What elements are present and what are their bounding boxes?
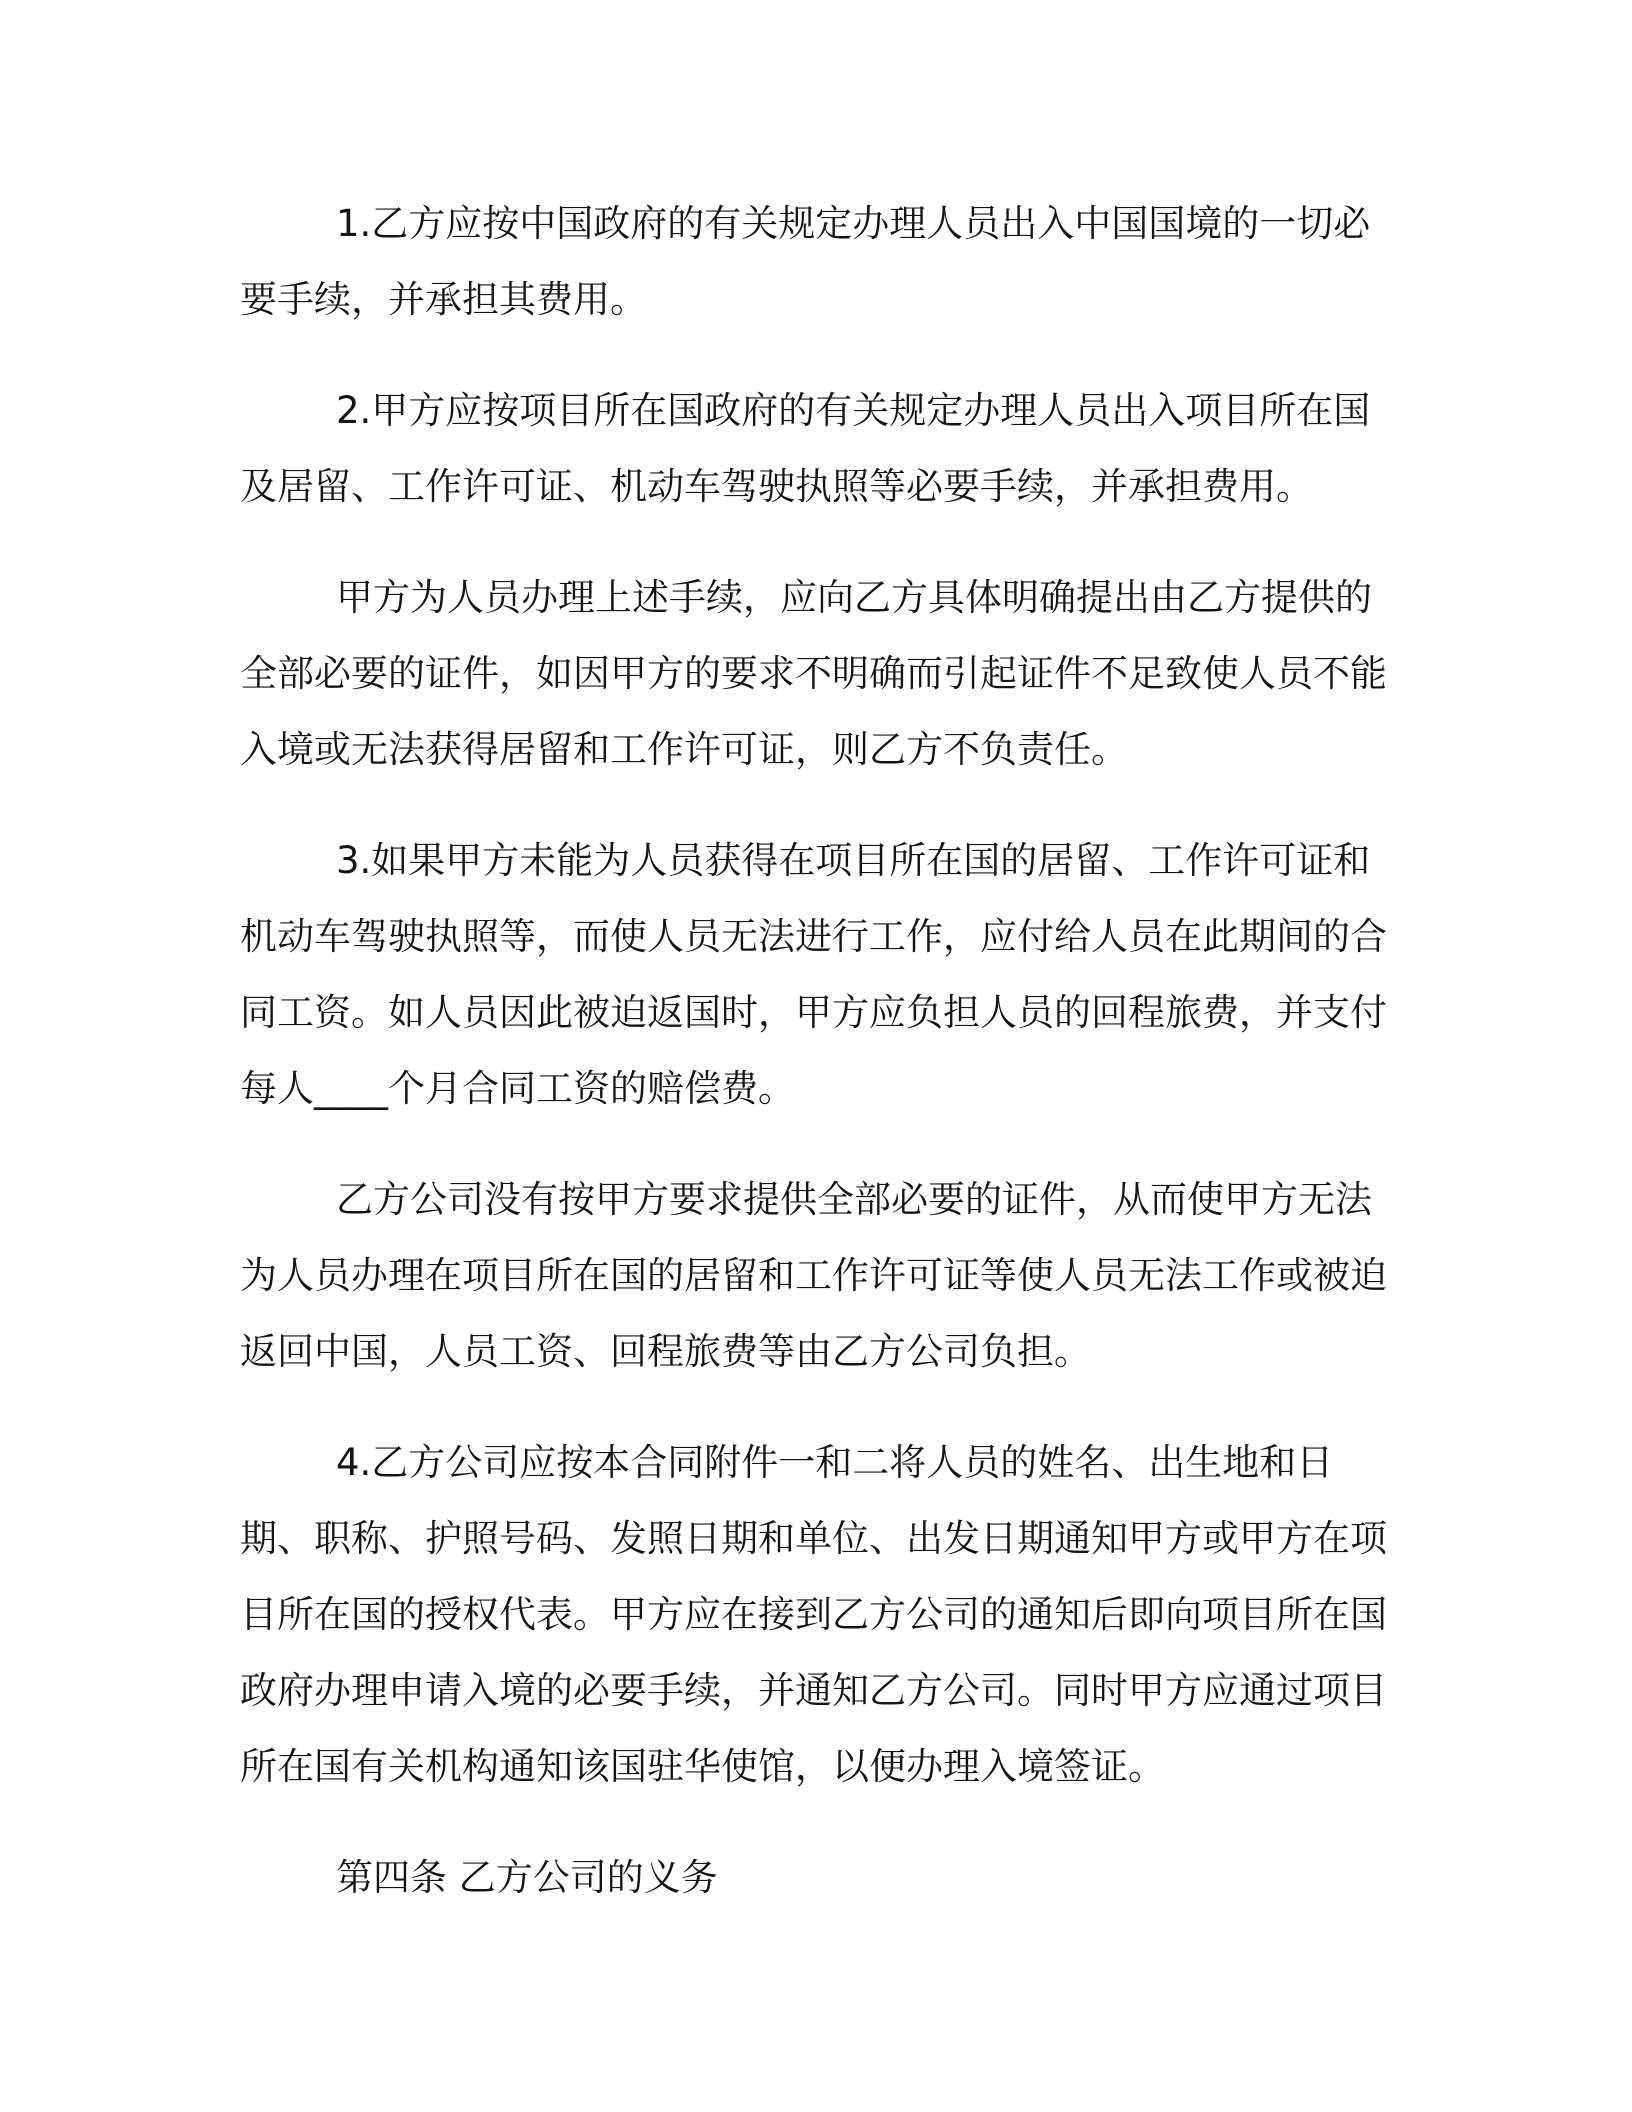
section-heading: 第四条 乙方公司的义务	[336, 1856, 718, 1899]
paragraph-6: 4.乙方公司应按本合同附件一和二将人员的姓名、出生地和日期、职称、护照号码、发照日期和单位、出发日期通知甲方或甲方在项目所在国的授权代表。甲方应在接到乙方公司的通知后即向项目所在国政府办理申请入境的必要手续，并通知乙方公司。同时甲方应通过项目所在国有关机构通知该国驻华使馆，以便办理入境签证。	[240, 1441, 1387, 1788]
paragraph-4: 3.如果甲方未能为人员获得在项目所在国的居留、工作许可证和机动车驾驶执照等，而使人员无法进行工作，应付给人员在此期间的合同工资。如人员因此被迫返国时，甲方应负担人员的回程旅费，并支付每人____个月合同工资的赔偿费。	[240, 839, 1387, 1110]
document-body	[240, 186, 1400, 1951]
paragraph-3: 甲方为人员办理上述手续，应向乙方具体明确提出由乙方提供的全部必要的证件，如因甲方的要求不明确而引起证件不足致使人员不能入境或无法获得居留和工作许可证，则乙方不负责任。	[240, 576, 1387, 771]
paragraph-2: 2.甲方应按项目所在国政府的有关规定办理人员出入项目所在国及居留、工作许可证、机动车驾驶执照等必要手续，并承担费用。	[240, 389, 1371, 508]
paragraph-1: 1.乙方应按中国政府的有关规定办理人员出入中国国境的一切必要手续，并承担其费用。	[240, 202, 1371, 321]
paragraph-5: 乙方公司没有按甲方要求提供全部必要的证件，从而使甲方无法为人员办理在项目所在国的居留和工作许可证等使人员无法工作或被迫返回中国，人员工资、回程旅费等由乙方公司负担。	[240, 1178, 1387, 1373]
